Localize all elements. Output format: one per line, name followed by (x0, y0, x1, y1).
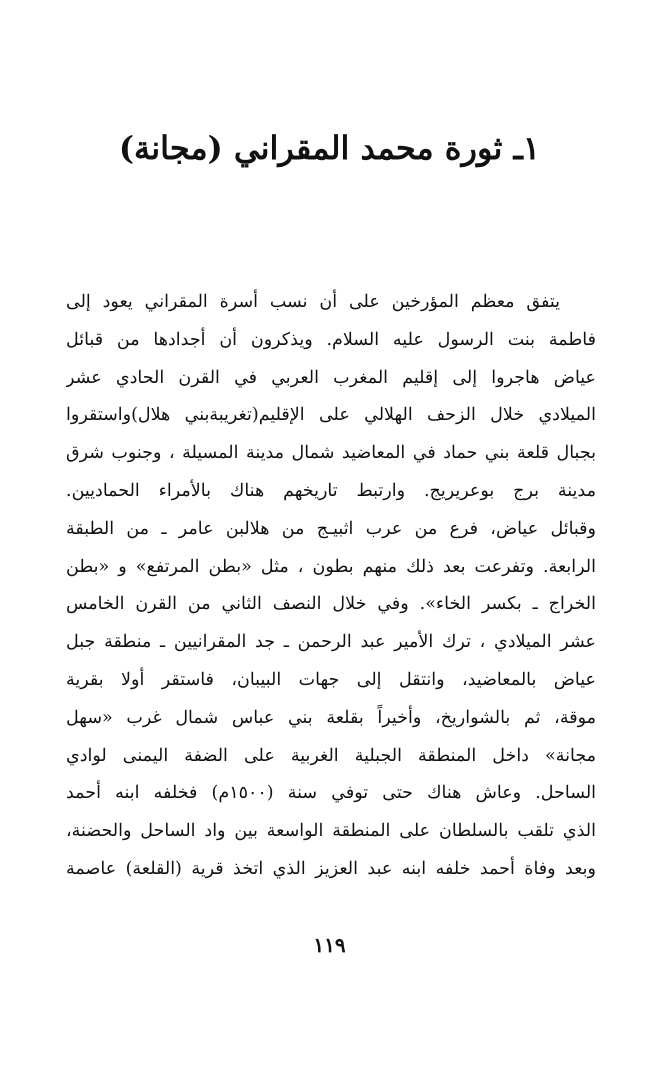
text-line: وقبائل عياض، فرع من عرب اثبيـج من هلالبن عامر ـ من الطبقة (66, 518, 596, 539)
text-line: يتفق معظم المؤرخين على أن نسب أسرة المقراني يعود إلى (66, 292, 560, 312)
body-paragraph (66, 284, 596, 889)
text-line: عياض هاجروا إلى إقليم المغرب العربي في القرن الحادي عشر (66, 367, 596, 388)
text-line: الخراج ـ بكسر الخاء». وفي خلال النصف الثاني من القرن الخامس (66, 594, 596, 615)
text-line: مدينة برج بوعريريج. وارتبط تاريخهم هناك بالأمراء الحماديين. (66, 480, 596, 501)
text-line: الذي تلقب بالسلطان على المنطقة الواسعة بين واد الساحل والحضنة، (66, 821, 596, 842)
text-line: مجانة» داخل المنطقة الجبلية الغربية على الضفة اليمنى لوادي (66, 745, 596, 766)
text-line: وبعد وفاة أحمد خلفه ابنه عبد العزيز الذي اتخذ قرية (القلعة) عاصمة (66, 858, 596, 879)
text-line: عياض بالمعاضيد، وانتقل إلى جهات البيبان، فاستقر أولا بقرية (66, 669, 596, 690)
text-line: بجبال قلعة بني حماد في المعاضيد شمال مدينة المسيلة ، وجنوب شرق (66, 443, 596, 464)
text-line: فاطمة بنت الرسول عليه السلام. ويذكرون أن أجدادها من قبائل (66, 329, 596, 350)
page-number: ١١٩ (313, 933, 346, 957)
text-line: الميلادي خلال الزحف الهلالي على الإقليم(تغريبةبني هلال)واستقروا (66, 405, 596, 426)
text-line: الساحل. وعاش هناك حتى توفي سنة (١٥٠٠م) فخلفه ابنه أحمد (66, 783, 596, 804)
chapter-title: ١ـ ثورة محمد المقراني (مجانة) (118, 129, 541, 167)
text-line: عشر الميلادي ، ترك الأمير عبد الرحمن ـ جد المقرانيين ـ منطقة جبل (66, 632, 596, 653)
text-line: الرابعة. وتفرعت بعد ذلك منهم بطون ، مثل «بطن المرتفع» و «بطن (66, 556, 596, 577)
text-line: موقة، ثم بالشواريخ، وأخيراً بقلعة بني عباس شمال غرب «سهل (66, 707, 596, 728)
